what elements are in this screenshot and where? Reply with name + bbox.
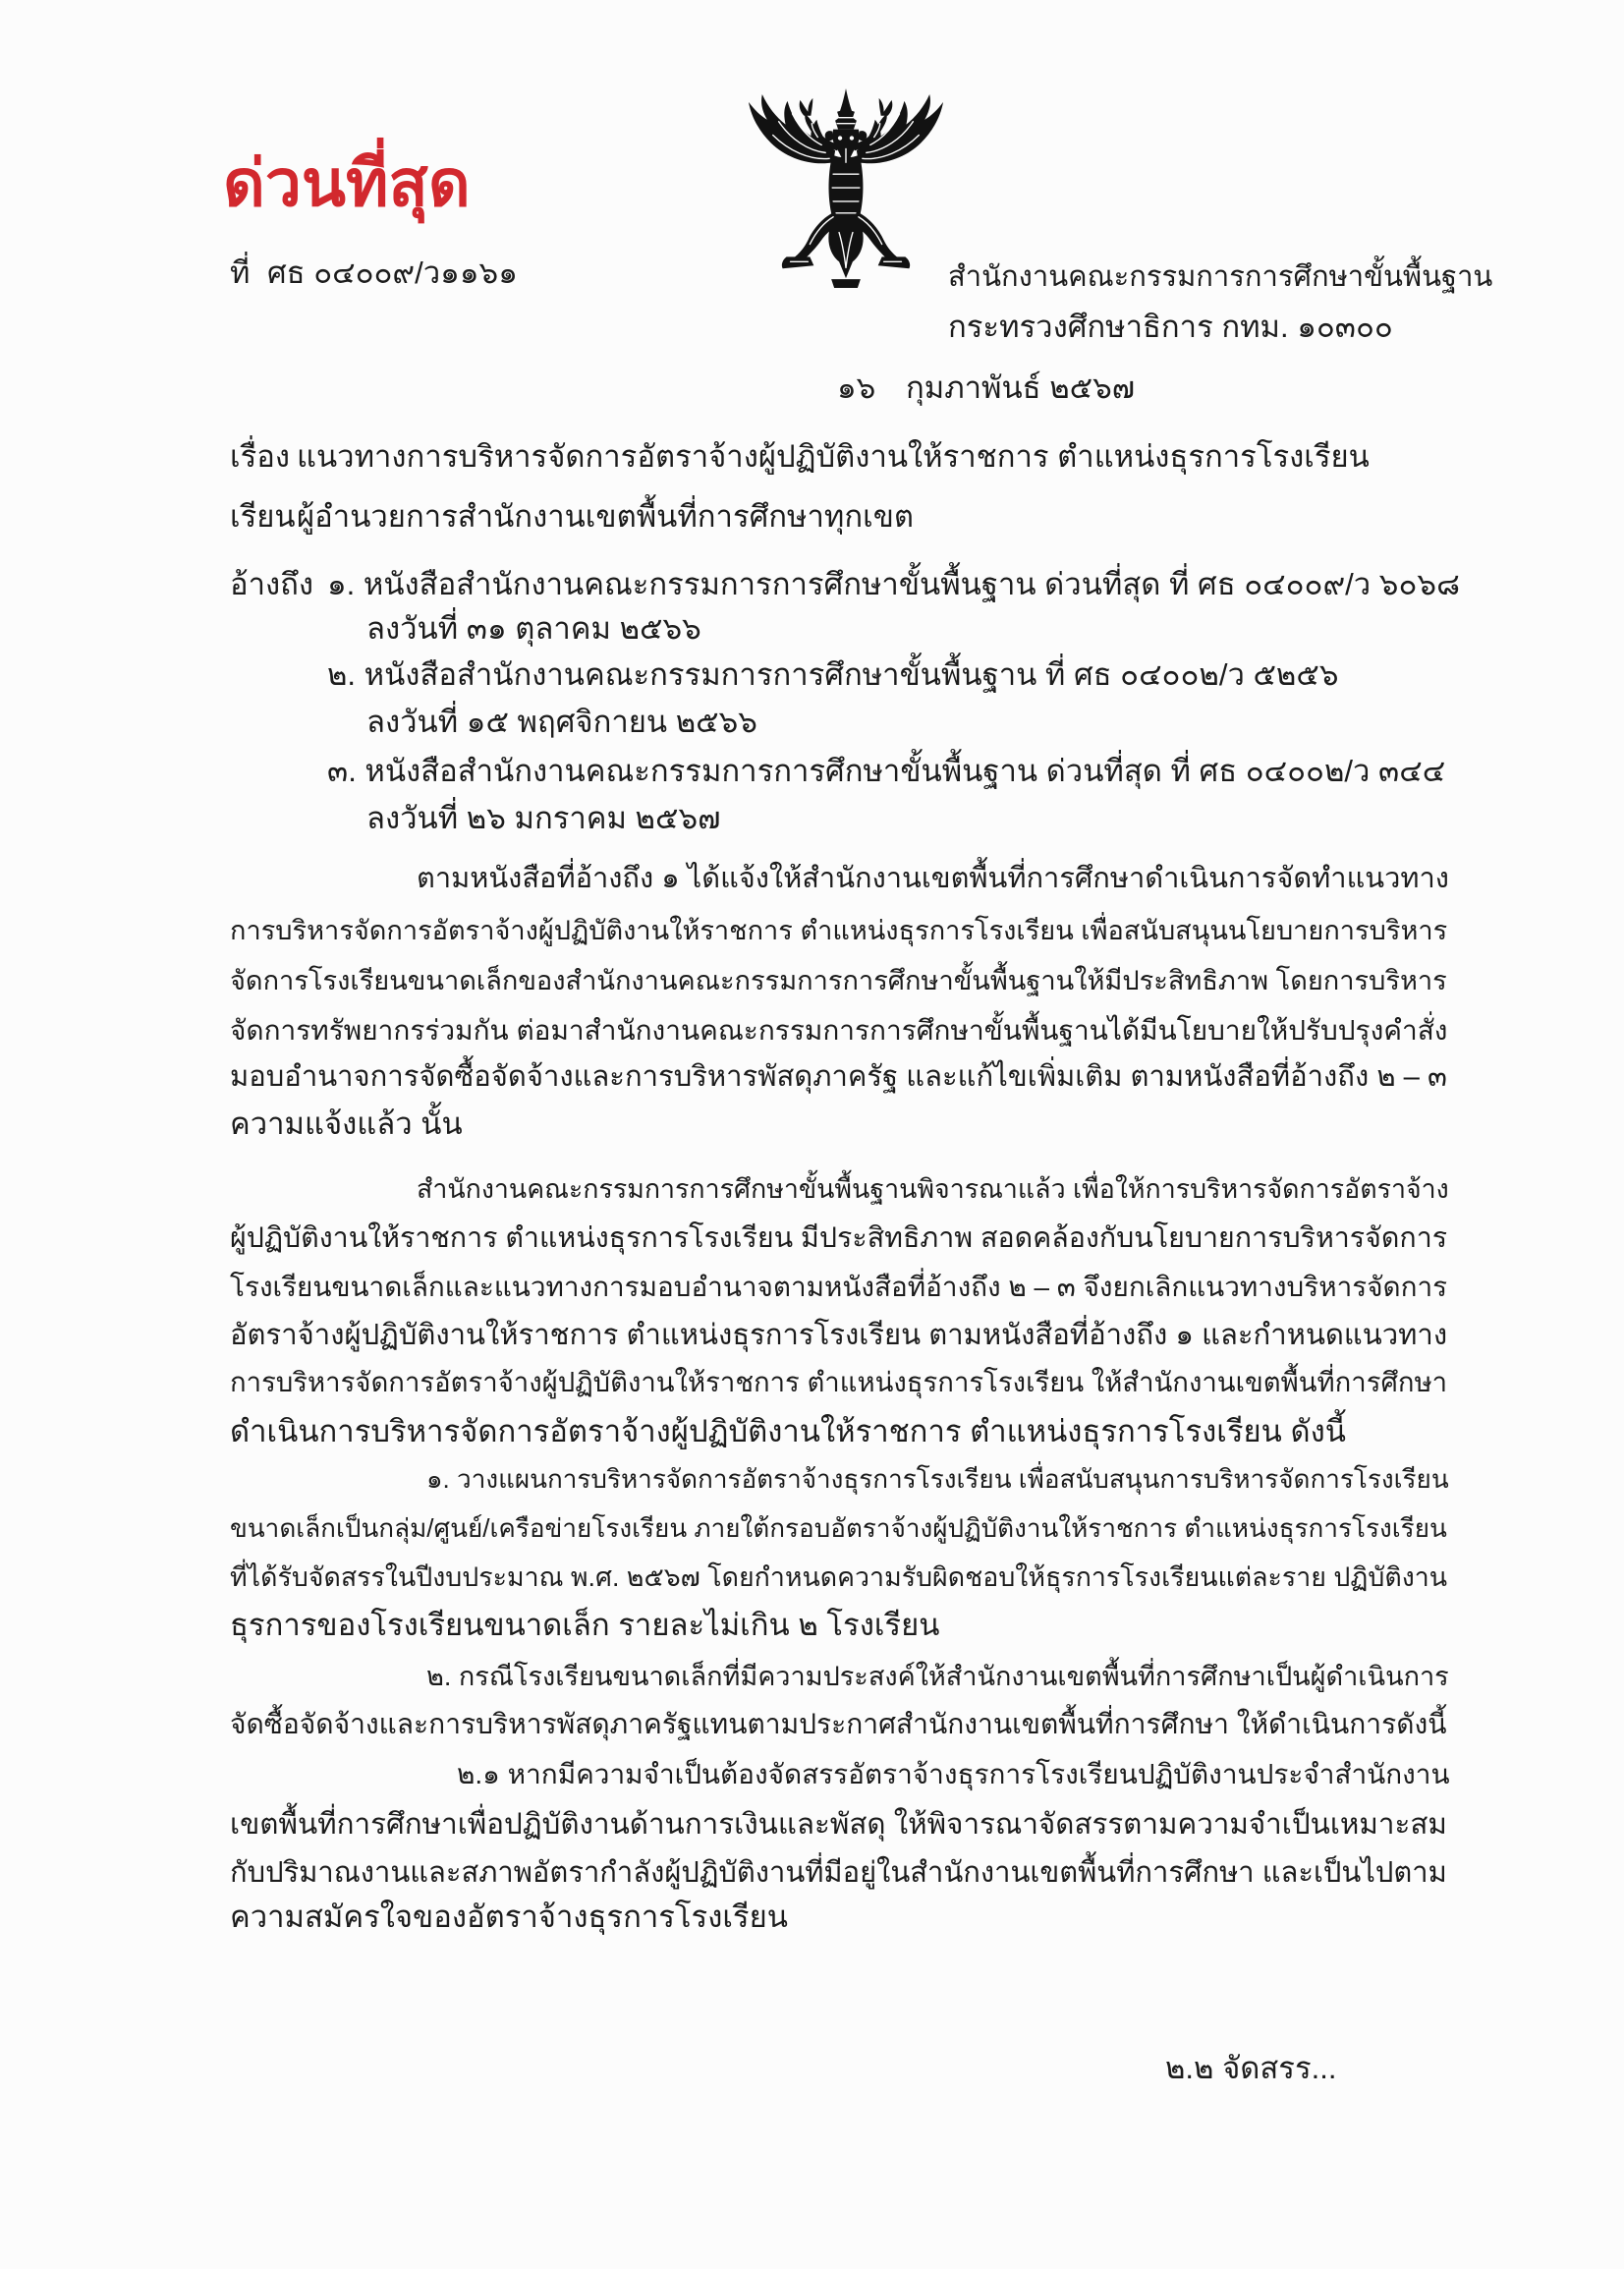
sender-office: สำนักงานคณะกรรมการการศึกษาขั้นพื้นฐาน bbox=[948, 261, 1493, 293]
garuda-base bbox=[831, 279, 861, 288]
paragraph2-line: สำนักงานคณะกรรมการการศึกษาขั้นพื้นฐานพิจารณาแล้ว เพื่อให้การบริหารจัดการอัตราจ้าง bbox=[417, 1174, 1449, 1204]
item2-1-line: ๒.๑ หากมีความจำเป็นต้องจัดสรรอัตราจ้างธุรการโรงเรียนปฏิบัติงานประจำสำนักงาน bbox=[457, 1759, 1450, 1789]
addressee-value: ผู้อำนวยการสำนักงานเขตพื้นที่การศึกษาทุกเขต bbox=[297, 499, 915, 534]
reference-item-date: ลงวันที่ ๑๕ พฤศจิกายน ๒๕๖๖ bbox=[366, 705, 757, 739]
sender-ministry-address: กระทรวงศึกษาธิการ กทม. ๑๐๓๐๐ bbox=[948, 310, 1393, 344]
paragraph2-line: โรงเรียนขนาดเล็กและแนวทางการมอบอำนาจตามหนังสือที่อ้างถึง ๒ – ๓ จึงยกเลิกแนวทางบริหารจัดการ bbox=[230, 1272, 1448, 1302]
item2-1-line: เขตพื้นที่การศึกษาเพื่อปฏิบัติงานด้านการเงินและพัสดุ ให้พิจารณาจัดสรรตามความจำเป็นเหมาะสม bbox=[230, 1808, 1447, 1841]
reference-item-title: ๓. หนังสือสำนักงานคณะกรรมการการศึกษาขั้นพื้นฐาน ด่วนที่สุด ที่ ศธ ๐๔๐๐๒/ว ๓๔๔ bbox=[327, 754, 1446, 788]
item1-line: ที่ได้รับจัดสรรในปีงบประมาณ พ.ศ. ๒๕๖๗ โดยกำหนดความรับผิดชอบให้ธุรการโรงเรียนแต่ละราย ปฏิบัติงาน bbox=[230, 1562, 1448, 1592]
paragraph2-line: ผู้ปฏิบัติงานให้ราชการ ตำแหน่งธุรการโรงเรียน มีประสิทธิภาพ สอดคล้องกับนโยบายการบริหารจัดการ bbox=[230, 1222, 1448, 1254]
continuation-marker: ๒.๒ จัดสรร... bbox=[1165, 2051, 1337, 2085]
addressee-label: เรียน bbox=[230, 499, 296, 534]
item1-line: ธุรการของโรงเรียนขนาดเล็ก รายละไม่เกิน ๒ โรงเรียน bbox=[230, 1608, 940, 1642]
doc-number-value: ศธ ๐๔๐๐๙/ว๑๑๖๑ bbox=[267, 255, 518, 290]
paragraph1-line: มอบอำนาจการจัดซื้อจัดจ้างและการบริหารพัสดุภาครัฐ และแก้ไขเพิ่มเติม ตามหนังสือที่อ้างถึง ๒ – ๓ bbox=[230, 1061, 1447, 1093]
doc-number-label: ที่ bbox=[230, 255, 251, 290]
paragraph1-line: ความแจ้งแล้ว นั้น bbox=[230, 1106, 463, 1141]
item1-line: ๑. วางแผนการบริหารจัดการอัตราจ้างธุรการโรงเรียน เพื่อสนับสนุนการบริหารจัดการโรงเรียน bbox=[426, 1464, 1449, 1494]
paragraph2-line: การบริหารจัดการอัตราจ้างผู้ปฏิบัติงานให้ราชการ ตำแหน่งธุรการโรงเรียน ให้สำนักงานเขตพื้นที่การศึกษา bbox=[230, 1367, 1448, 1397]
garuda-emblem bbox=[744, 86, 948, 296]
date-day: ๑๖ bbox=[837, 370, 876, 405]
date-month-year: กุมภาพันธ์ ๒๕๖๗ bbox=[906, 370, 1136, 405]
item2-line: จัดซื้อจัดจ้างและการบริหารพัสดุภาครัฐแทนตามประกาศสำนักงานเขตพื้นที่การศึกษา ให้ดำเนินการดังนี้ bbox=[230, 1708, 1447, 1739]
reference-item-title: ๒. หนังสือสำนักงานคณะกรรมการการศึกษาขั้นพื้นฐาน ที่ ศธ ๐๔๐๐๒/ว ๕๒๕๖ bbox=[327, 657, 1339, 692]
references-label: อ้างถึง bbox=[230, 567, 314, 601]
item2-1-line: กับปริมาณงานและสภาพอัตรากำลังผู้ปฏิบัติงานที่มีอยู่ในสำนักงานเขตพื้นที่การศึกษา และเป็นไปตาม bbox=[230, 1857, 1447, 1889]
paragraph1-line: จัดการทรัพยากรร่วมกัน ต่อมาสำนักงานคณะกรรมการการศึกษาขั้นพื้นฐานได้มีนโยบายให้ปรับปรุงคำสั่ง bbox=[230, 1015, 1448, 1046]
reference-item-date: ลงวันที่ ๓๑ ตุลาคม ๒๕๖๖ bbox=[366, 611, 701, 646]
paragraph2-line: ดำเนินการบริหารจัดการอัตราจ้างผู้ปฏิบัติงานให้ราชการ ตำแหน่งธุรการโรงเรียน ดังนี้ bbox=[230, 1414, 1346, 1448]
item2-line: ๒. กรณีโรงเรียนขนาดเล็กที่มีความประสงค์ให้สำนักงานเขตพื้นที่การศึกษาเป็นผู้ดำเนินการ bbox=[426, 1661, 1449, 1691]
paragraph1-line: จัดการโรงเรียนขนาดเล็กของสำนักงานคณะกรรมการการศึกษาขั้นพื้นฐานให้มีประสิทธิภาพ โดยการบริหาร bbox=[230, 965, 1447, 995]
paragraph2-line: อัตราจ้างผู้ปฏิบัติงานให้ราชการ ตำแหน่งธุรการโรงเรียน ตามหนังสือที่อ้างถึง ๑ และกำหนดแนวทาง bbox=[230, 1320, 1448, 1351]
garuda-tail bbox=[828, 223, 863, 278]
garuda-body bbox=[829, 154, 864, 226]
urgency-stamp: ด่วนที่สุด bbox=[223, 146, 471, 219]
subject-value: แนวทางการบริหารจัดการอัตราจ้างผู้ปฏิบัติงานให้ราชการ ตำแหน่งธุรการโรงเรียน bbox=[297, 439, 1370, 474]
reference-item-date: ลงวันที่ ๒๖ มกราคม ๒๕๖๗ bbox=[366, 801, 721, 835]
paragraph1-line: การบริหารจัดการอัตราจ้างผู้ปฏิบัติงานให้ราชการ ตำแหน่งธุรการโรงเรียน เพื่อสนับสนุนนโยบายการบริหาร bbox=[230, 915, 1448, 945]
item2-1-line: ความสมัครใจของอัตราจ้างธุรการโรงเรียน bbox=[230, 1900, 788, 1934]
subject-label: เรื่อง bbox=[230, 439, 291, 474]
item1-line: ขนาดเล็กเป็นกลุ่ม/ศูนย์/เครือข่ายโรงเรียน ภายใต้กรอบอัตราจ้างผู้ปฏิบัติงานให้ราชการ ตำแหน่งธุรการโรงเรียน bbox=[230, 1513, 1447, 1543]
paragraph1-line: ตามหนังสือที่อ้างถึง ๑ ได้แจ้งให้สำนักงานเขตพื้นที่การศึกษาดำเนินการจัดทำแนวทาง bbox=[417, 863, 1449, 894]
reference-item-title: ๑. หนังสือสำนักงานคณะกรรมการการศึกษาขั้นพื้นฐาน ด่วนที่สุด ที่ ศธ ๐๔๐๐๙/ว ๖๐๖๘ bbox=[327, 567, 1460, 601]
